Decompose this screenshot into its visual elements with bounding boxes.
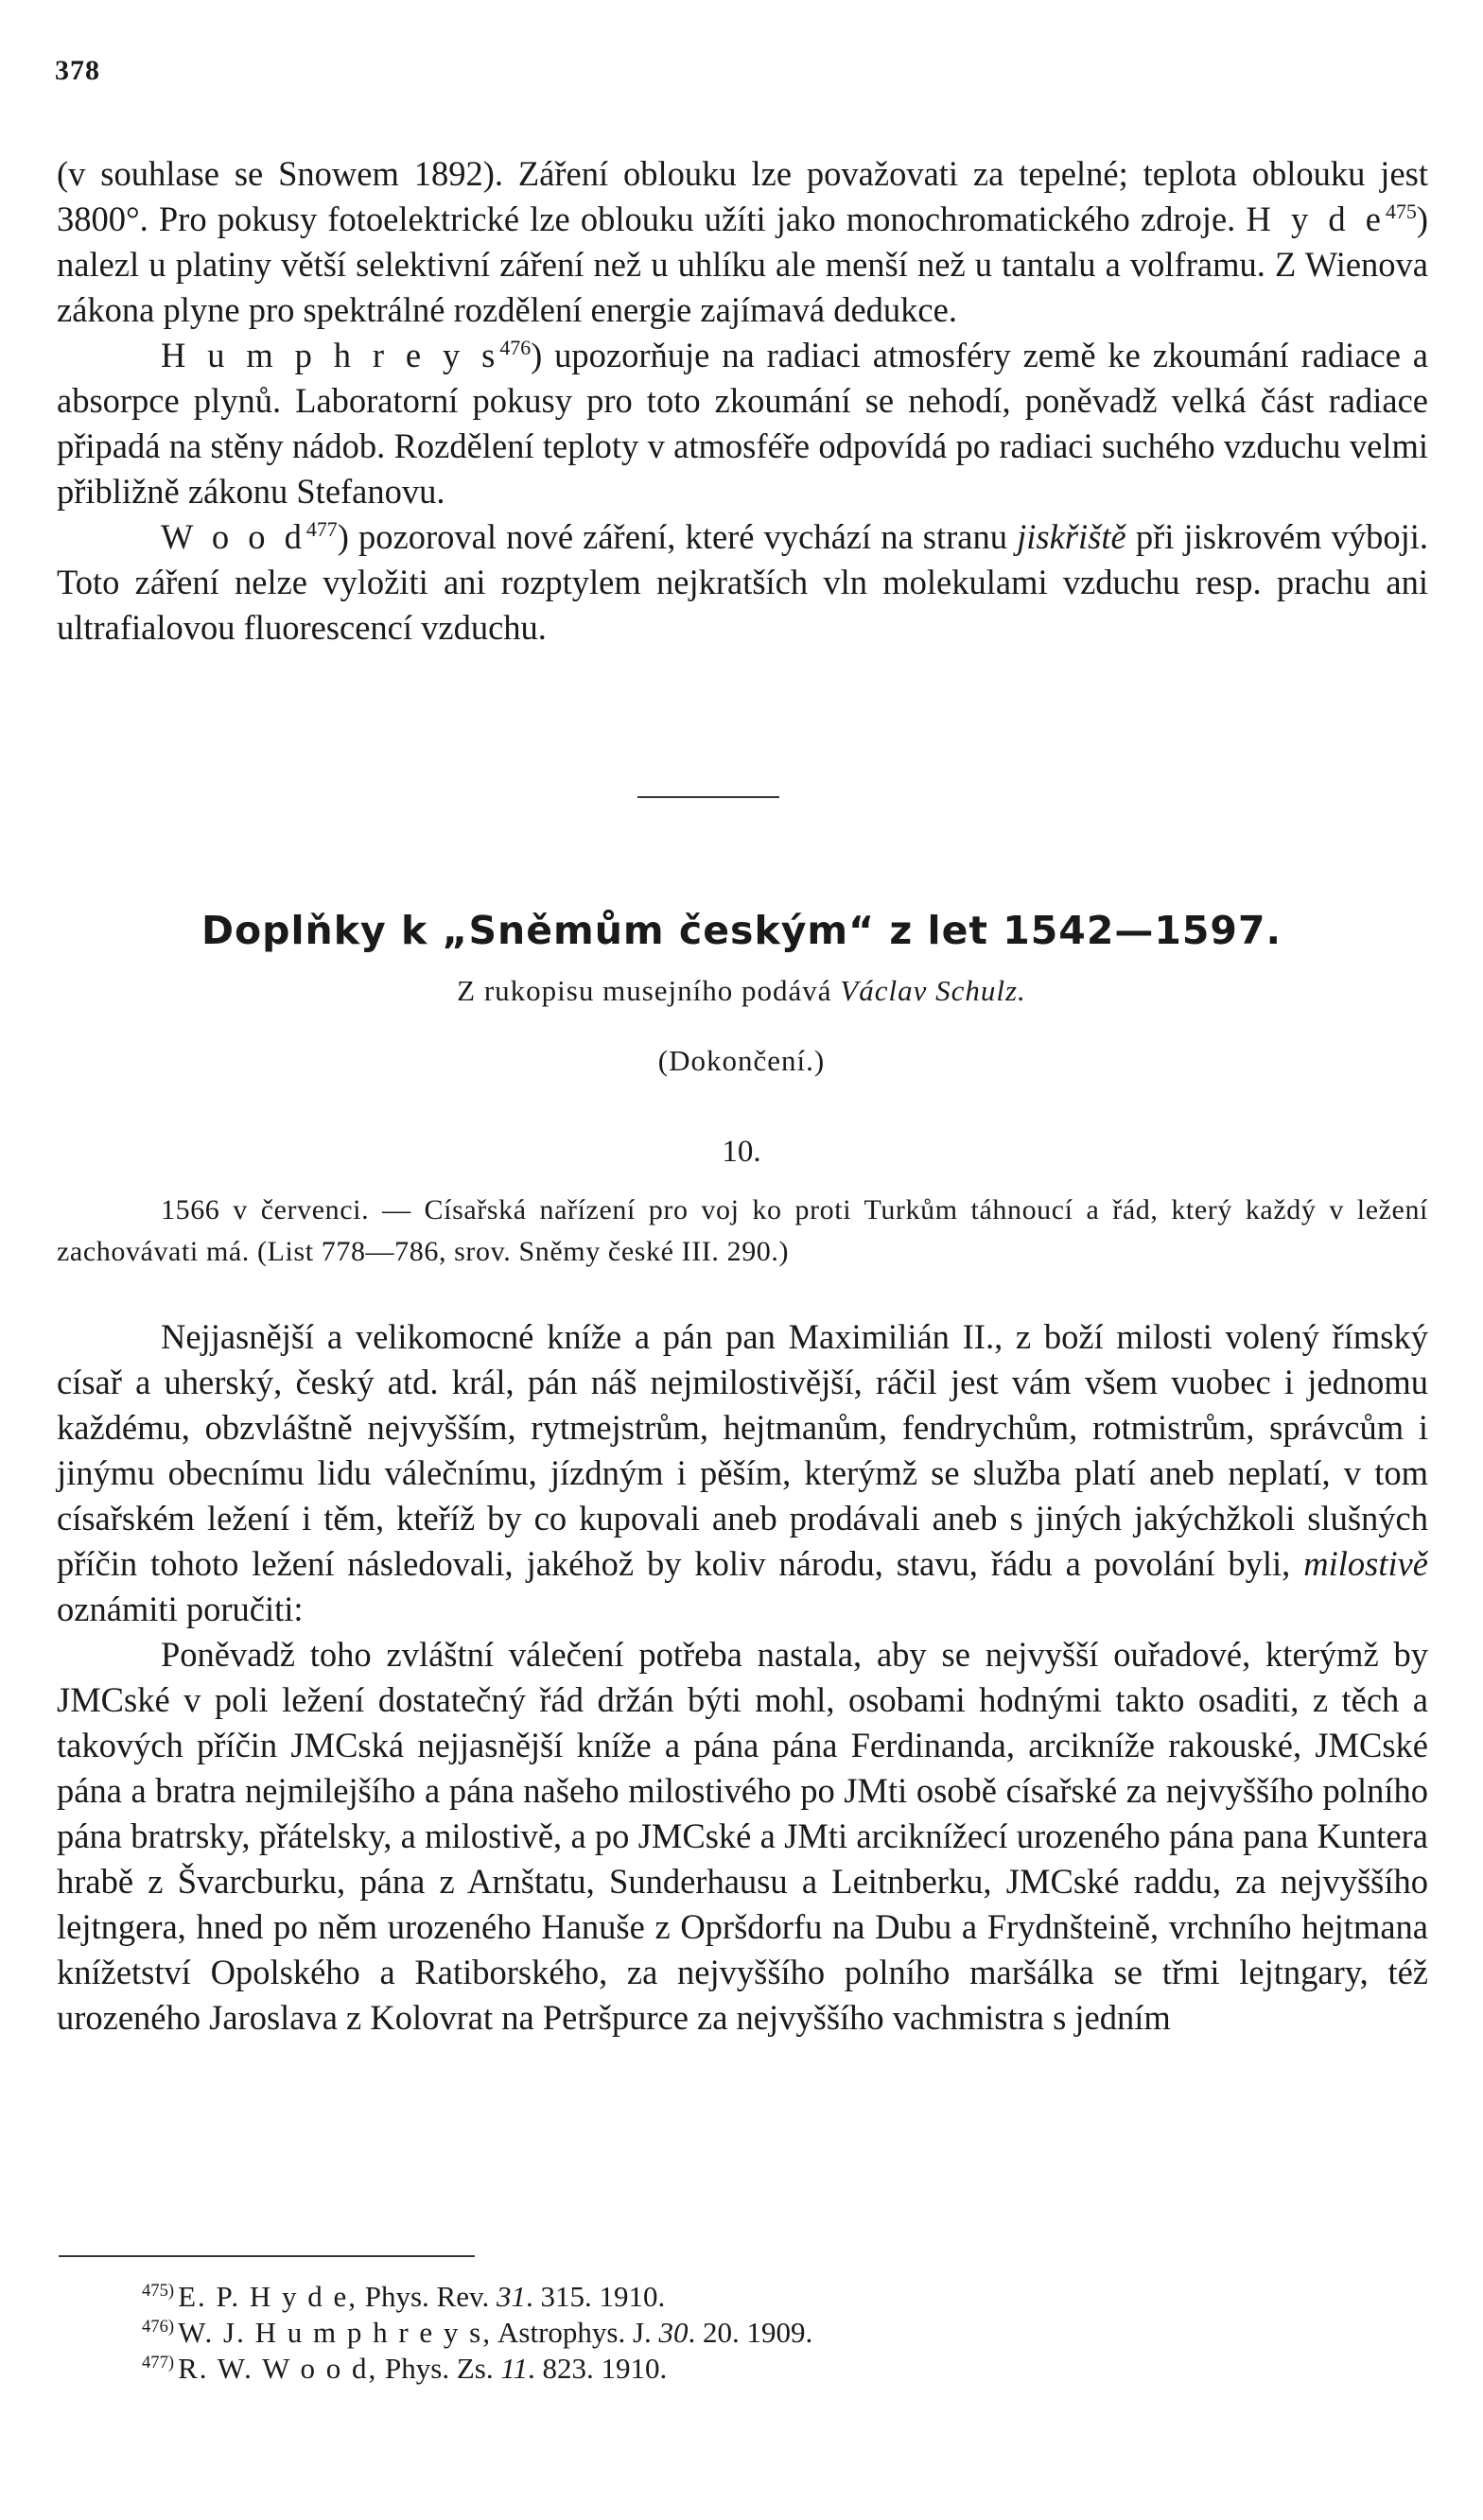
text-run: při jiskrovém výboji. Toto záření nelze vyložiti ani rozptylem nejkratších vln molekulami vzduchu resp. prachu ani ultrafialovou fluorescencí vzduchu.: [57, 517, 1428, 647]
text-run: H u m p h r e y s: [161, 336, 500, 374]
continuation-note: (Dokončení.): [657, 1044, 826, 1077]
article-title: Doplňky k „Sněmům českým“ z let 1542—1597.: [201, 908, 1282, 953]
footnote-number: 477): [142, 2352, 175, 2372]
text-run: ) nalezl u platiny větší selektivní záření než u uhlíku ale menší než u tantalu a volframu. Z Wienova zákona plyne pro spektrálné rozdělení energie zajímavá dedukce.: [57, 200, 1429, 329]
paragraph-p1: [57, 151, 1428, 333]
text-run: oznámiti poručiti:: [57, 1590, 304, 1628]
footnote-rest: . 20. 1909.: [688, 2316, 813, 2349]
paragraph-d2: [57, 1632, 1428, 2041]
text-run: milostivě: [1303, 1544, 1428, 1583]
footnote-rest: . 315. 1910.: [525, 2280, 666, 2313]
text-run: (v souhlase se Snowem 1892). Záření oblouku lze považovati za tepelné; teplota oblouku jest 3800°. Pro pokusy fotoelektrické lze oblouku užíti jako monochromatického zdroje.: [57, 154, 1428, 238]
footnote-ref: 476: [499, 335, 532, 359]
subtitle-prefix: Z rukopisu musejního podává: [457, 974, 841, 1007]
text-run: Poněvadž toho zvláštní válečení potřeba nastala, aby se nejvyšší ouřadové, kterýmž by JMCské v poli ležení dostatečný řád držán býti mohl, osobami hodnými takto osaditi, z těch a takových příčin JMCská nejjasnější kníže a pána pána Ferdinanda, arcikníže rakouské, JMCské pána a bratra nejmilejšího a pána našeho milostivého po JMti osobě císařské za nejvyššího polního pána bratrsky, přátelsky, a milostivě, a po JMCské a JMti arciknížecí urozeného pána pana Kuntera hrabě z Švarcburku, pána z Arnštatu, Sunderhausu a Leitnberku, JMCské raddu, za nejvyššího lejtngera, hned po něm urozeného Hanuše z Opršdorfu na Dubu a Frydnšteině, vrchního hejtmana knížetství Opolského a Ratiborského, za nejvyššího polního maršálka se třmi lejtngary, též urozeného Jaroslava z Kolovrat na Petršpurce za nejvyššího vachmistra s jedním: [57, 1635, 1428, 2037]
footnote-volume: 31: [496, 2280, 526, 2313]
footnote-author: E. P. H y d e,: [178, 2280, 358, 2313]
footnotes: [142, 2279, 1371, 2387]
paragraph-p3: [57, 514, 1428, 651]
footnote-volume: 11: [500, 2352, 529, 2385]
footnote-ref: 475: [1386, 199, 1417, 223]
article-subtitle: [0, 974, 1483, 1008]
decree-text: [57, 1314, 1428, 2041]
text-run: H y d e: [1246, 200, 1387, 238]
footnote-volume: 30: [658, 2316, 689, 2349]
footnote-number: 475): [142, 2280, 175, 2301]
section-number: 10.: [722, 1135, 761, 1169]
footnote-477: [142, 2351, 1371, 2387]
section-divider: [637, 796, 779, 798]
footnote-journal: Phys. Zs.: [377, 2352, 501, 2385]
text-run: Nejjasnější a velikomocné kníže a pán pan Maximilián II., z boží milosti volený římský císař a uherský, český atd. král, pán náš nejmilostivější, ráčil jest vám všem vuobec i jednomu každému, obzvláštně nejvyšším, rytmejstrům, hejtmanům, fendrychům, rotmistrům, správcům i jinýmu obecnímu lidu válečnímu, jízdným i pěším, kterýmž se služba platí aneb neplatí, v tom císařském ležení i těm, kteříž by co kupovali aneb prodávali aneb s jiných jakýchžkoli slušných příčin tohoto ležení následovali, jakéhož by koliv národu, stavu, řádu a povolání byli,: [57, 1317, 1428, 1583]
text-run: W o o d: [161, 517, 306, 556]
section-summary-text: 1566 v červenci. — Císařská nařízení pro voj ko proti Turkům táhnoucí a řád, který každý v ležení zachovávati má. (List 778—786, srov. Sněmy české III. 290.): [57, 1194, 1428, 1267]
page-number: 378: [55, 55, 100, 86]
footnote-476: [142, 2315, 1371, 2351]
footnote-475: [142, 2279, 1371, 2315]
subtitle-author: Václav Schulz.: [840, 974, 1026, 1007]
text-run: ) pozoroval nové záření, které vychází na stranu: [337, 517, 1018, 556]
footnote-author: R. W. W o o d,: [178, 2352, 378, 2385]
section-summary: [57, 1190, 1428, 1273]
footnote-divider: [59, 2255, 475, 2257]
footnote-author: W. J. H u m p h r e y s,: [178, 2316, 492, 2349]
text-run: jiskřiště: [1017, 517, 1126, 556]
text-run: ) upozorňuje na radiaci atmosféry země ke zkoumání radiace a absorpce plynů. Laboratorní pokusy pro toto zkoumání se nehodí, poněvadž velká část radiace připadá na stěny nádob. Rozdělení teploty v atmosféře odpovídá po radiaci suchého vzduchu velmi přibližně zákonu Stefanovu.: [57, 336, 1428, 511]
footnote-number: 476): [142, 2316, 175, 2337]
paragraph-p2: [57, 333, 1428, 514]
footnote-rest: . 823. 1910.: [528, 2352, 668, 2385]
paragraph-d1: [57, 1314, 1428, 1632]
physics-section: [57, 151, 1428, 651]
footnote-journal: Astrophys. J.: [491, 2316, 659, 2349]
footnote-ref: 477: [305, 516, 338, 541]
footnote-journal: Phys. Rev.: [357, 2280, 497, 2313]
